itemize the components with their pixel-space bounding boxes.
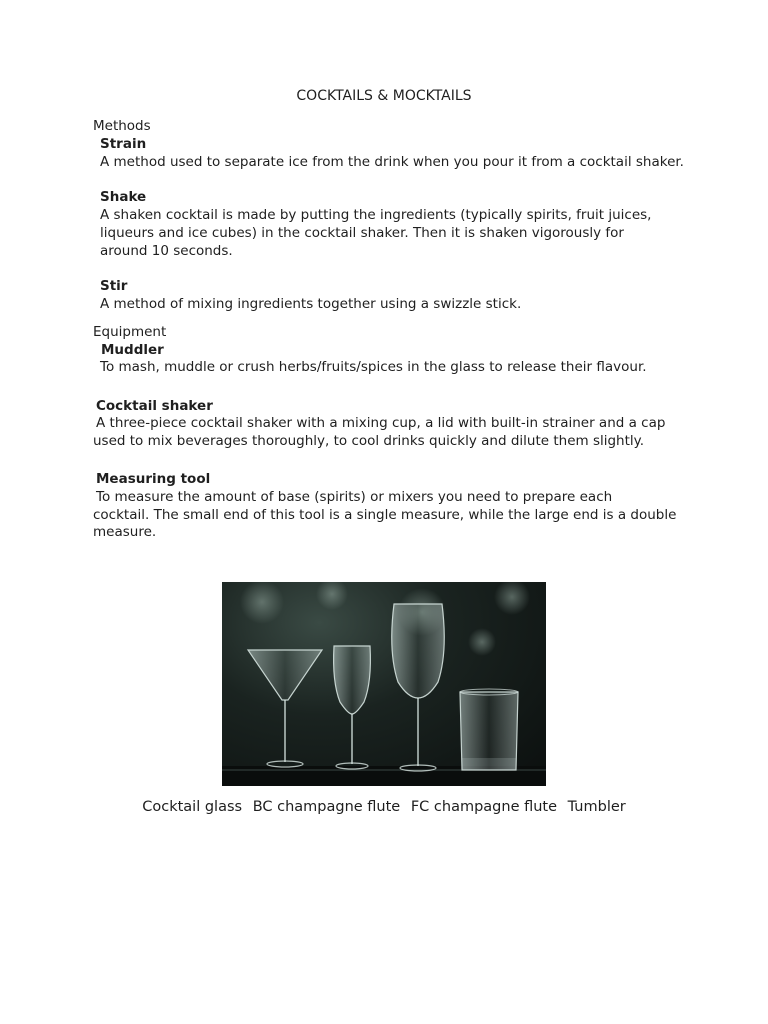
- equipment-measuring-title: Measuring tool: [96, 471, 211, 487]
- caption-bc-flute: BC champagne flute: [252, 799, 401, 815]
- page-title: COCKTAILS & MOCKTAILS: [296, 88, 472, 104]
- equipment-shaker-text-1: A three-piece cocktail shaker with a mixing cup, a lid with built-in strainer and a cap: [96, 415, 666, 431]
- glassware-photo: [222, 582, 546, 786]
- equipment-shaker-title: Cocktail shaker: [96, 398, 213, 414]
- method-stir-text: A method of mixing ingredients together using a swizzle stick.: [100, 296, 522, 312]
- method-stir-title: Stir: [100, 278, 128, 294]
- fc-flute-icon: [392, 604, 445, 771]
- method-shake-text-1: A shaken cocktail is made by putting the ingredients (typically spirits, fruit juices,: [100, 207, 652, 223]
- equipment-heading: Equipment: [93, 324, 167, 340]
- cocktail-glass-icon: [248, 650, 322, 767]
- method-strain-title: Strain: [100, 136, 147, 152]
- photo-caption: [0, 799, 768, 815]
- method-shake-text-3: around 10 seconds.: [100, 243, 233, 259]
- method-strain-text: A method used to separate ice from the drink when you pour it from a cocktail shaker.: [100, 154, 684, 170]
- caption-fc-flute: FC champagne flute: [410, 799, 558, 815]
- bc-flute-icon: [334, 646, 371, 769]
- tumbler-icon: [460, 689, 518, 770]
- method-shake-title: Shake: [100, 189, 147, 205]
- equipment-muddler-title: Muddler: [101, 342, 164, 358]
- equipment-muddler-text: To mash, muddle or crush herbs/fruits/spices in the glass to release their flavour.: [100, 359, 647, 375]
- caption-tumbler: Tumbler: [567, 799, 626, 815]
- method-shake-text-2: liqueurs and ice cubes) in the cocktail shaker. Then it is shaken vigorously for: [100, 225, 624, 241]
- caption-cocktail-glass: Cocktail glass: [142, 799, 243, 815]
- methods-heading: Methods: [93, 118, 151, 134]
- equipment-measuring-text-1: To measure the amount of base (spirits) or mixers you need to prepare each: [96, 489, 613, 505]
- equipment-measuring-text-2: cocktail. The small end of this tool is a single measure, while the large end is a double: [93, 507, 677, 523]
- equipment-shaker-text-2: used to mix beverages thoroughly, to cool drinks quickly and dilute them slightly.: [93, 433, 645, 449]
- equipment-measuring-text-3: measure.: [93, 524, 157, 540]
